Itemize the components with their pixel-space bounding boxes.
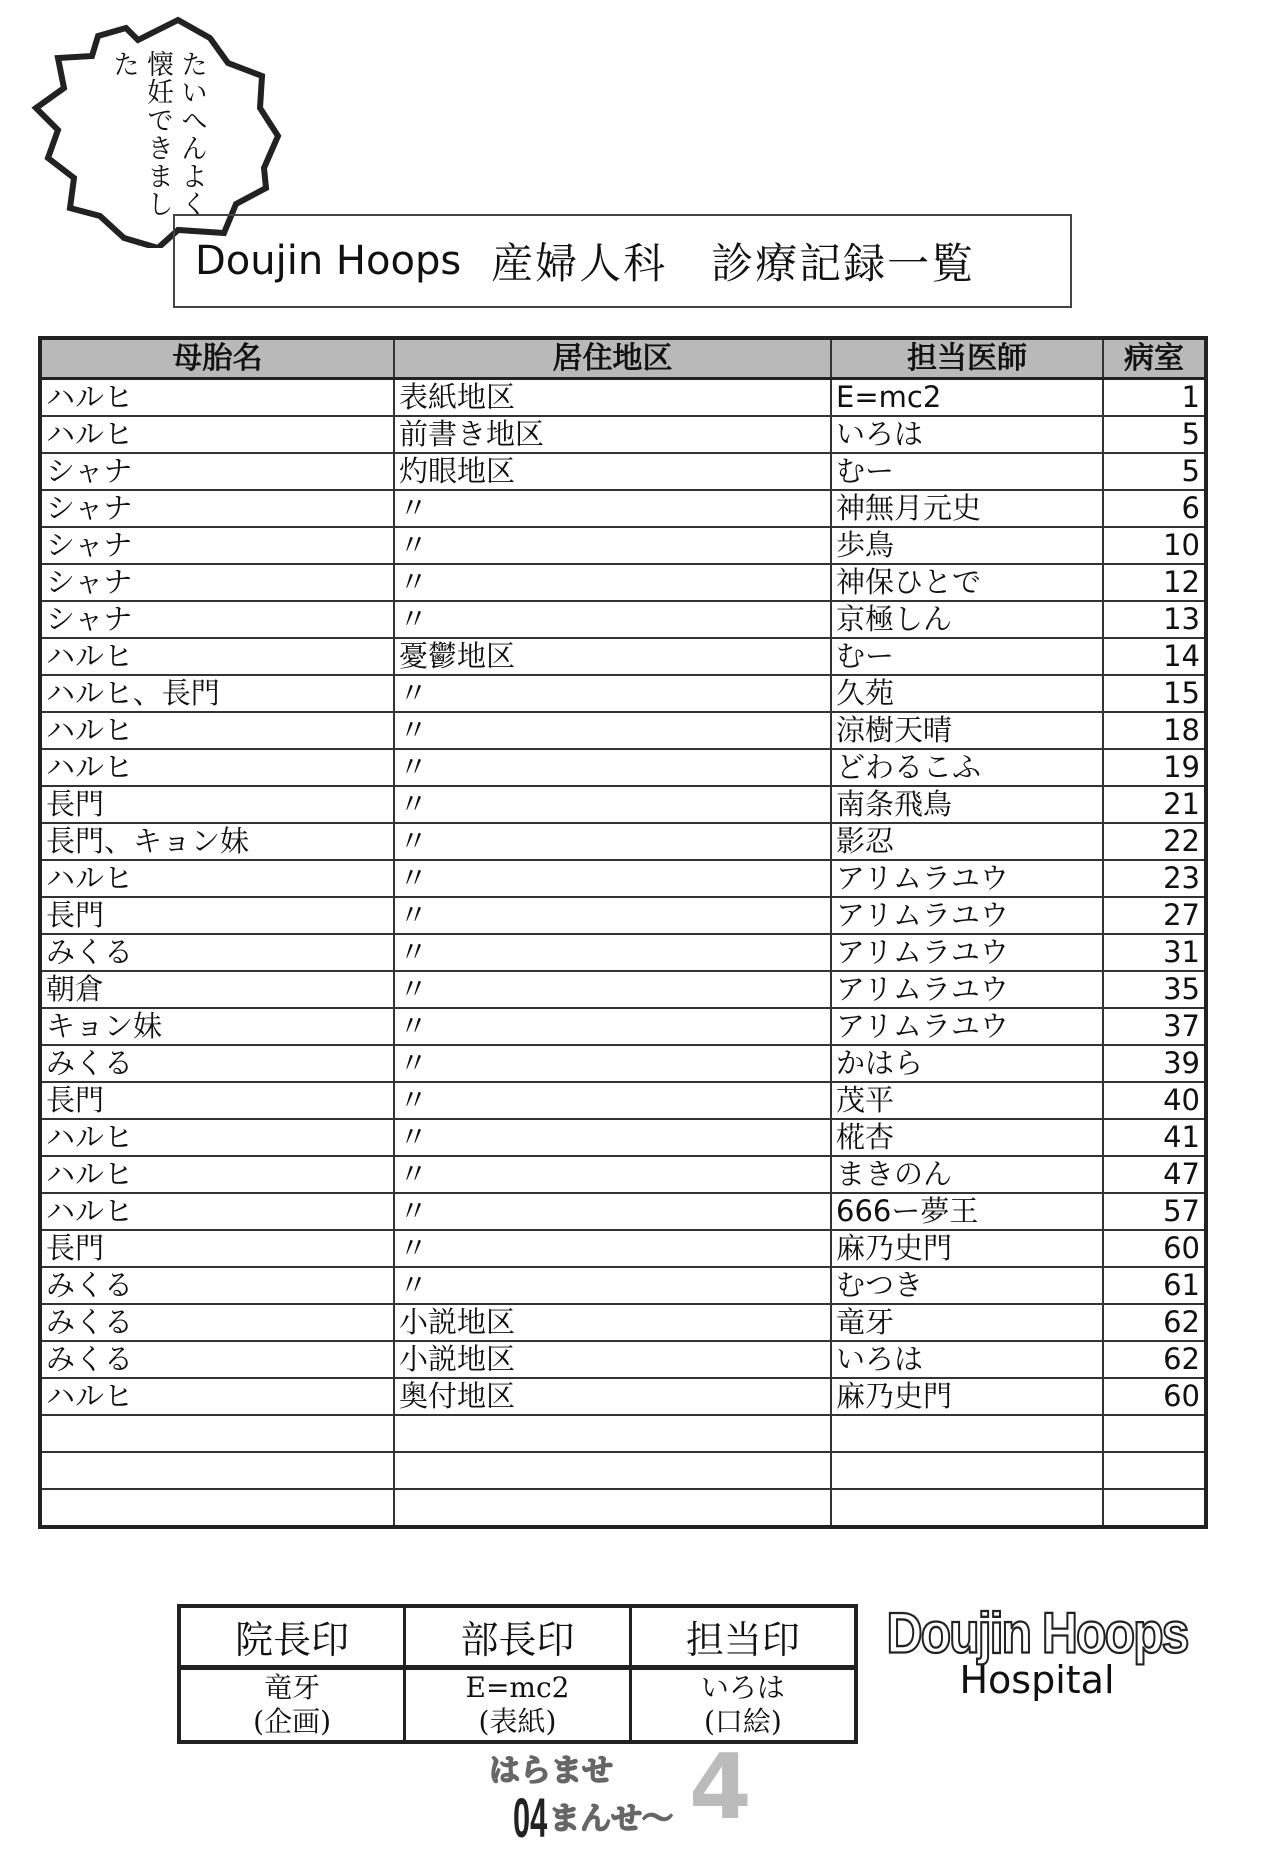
cell-room: 5 bbox=[1103, 453, 1206, 490]
table-row bbox=[40, 712, 1206, 749]
cell-doctor bbox=[831, 1415, 1103, 1452]
cell-district: 〃 bbox=[394, 1156, 831, 1193]
cell-district bbox=[394, 1489, 831, 1527]
cell-district: 憂鬱地区 bbox=[394, 638, 831, 675]
cell-mother: ハルヒ bbox=[40, 1156, 394, 1193]
cell-room: 27 bbox=[1103, 897, 1206, 934]
seal-role: (企画) bbox=[253, 1705, 331, 1738]
cell-doctor: 涼樹天晴 bbox=[831, 712, 1103, 749]
table-row bbox=[40, 1045, 1206, 1082]
cell-room: 31 bbox=[1103, 934, 1206, 971]
table-row bbox=[40, 638, 1206, 675]
table-header-row bbox=[40, 338, 1206, 379]
table-row bbox=[40, 934, 1206, 971]
table-row bbox=[40, 1008, 1206, 1045]
cell-mother: みくる bbox=[40, 1304, 394, 1341]
logo-brand: Doujin Hoops bbox=[886, 1600, 1188, 1666]
cell-district: 〃 bbox=[394, 1267, 831, 1304]
cell-district: 〃 bbox=[394, 712, 831, 749]
cell-district: 〃 bbox=[394, 1082, 831, 1119]
title-brand: Doujin Hoops bbox=[195, 238, 462, 284]
table-row bbox=[40, 1415, 1206, 1452]
cell-mother: みくる bbox=[40, 1045, 394, 1082]
cell-room: 47 bbox=[1103, 1156, 1206, 1193]
cell-room: 60 bbox=[1103, 1230, 1206, 1267]
table-row bbox=[40, 601, 1206, 638]
seal-label: 担当印 bbox=[630, 1606, 856, 1668]
cell-room: 14 bbox=[1103, 638, 1206, 675]
cell-district: 奥付地区 bbox=[394, 1378, 831, 1415]
cell-room: 60 bbox=[1103, 1378, 1206, 1415]
seal-role: (表紙) bbox=[478, 1705, 557, 1738]
cell-room: 23 bbox=[1103, 860, 1206, 897]
cell-mother: ハルヒ bbox=[40, 749, 394, 786]
cell-doctor: 歩鳥 bbox=[831, 527, 1103, 564]
table-row bbox=[40, 1341, 1206, 1378]
seal-value bbox=[630, 1668, 856, 1743]
cell-district: 〃 bbox=[394, 601, 831, 638]
cell-mother: 長門 bbox=[40, 786, 394, 823]
logo-hospital: Hospital bbox=[959, 1658, 1115, 1702]
cell-room: 5 bbox=[1103, 416, 1206, 453]
cell-mother bbox=[40, 1489, 394, 1527]
seal-label: 院長印 bbox=[179, 1606, 405, 1668]
seal-name: 竜牙 bbox=[264, 1671, 321, 1704]
cell-mother: ハルヒ bbox=[40, 1119, 394, 1156]
cell-district: 〃 bbox=[394, 823, 831, 860]
header-doctor: 担当医師 bbox=[831, 338, 1103, 379]
cell-mother: ハルヒ bbox=[40, 416, 394, 453]
cell-district: 〃 bbox=[394, 527, 831, 564]
table-row bbox=[40, 749, 1206, 786]
cell-room: 62 bbox=[1103, 1341, 1206, 1378]
cell-room: 6 bbox=[1103, 490, 1206, 527]
cell-district: 〃 bbox=[394, 1008, 831, 1045]
page-number: 04 bbox=[513, 1786, 548, 1849]
cell-mother bbox=[40, 1415, 394, 1452]
cell-district: 前書き地区 bbox=[394, 416, 831, 453]
cell-doctor: 麻乃史門 bbox=[831, 1230, 1103, 1267]
cell-mother: キョン妹 bbox=[40, 1008, 394, 1045]
seal-label: 部長印 bbox=[405, 1606, 631, 1668]
table-row bbox=[40, 564, 1206, 601]
cell-room: 19 bbox=[1103, 749, 1206, 786]
cell-room: 10 bbox=[1103, 527, 1206, 564]
cell-doctor: どわるこふ bbox=[831, 749, 1103, 786]
cell-doctor: かはら bbox=[831, 1045, 1103, 1082]
table-row bbox=[40, 675, 1206, 712]
stamp-badge bbox=[28, 8, 290, 248]
cell-mother: ハルヒ bbox=[40, 860, 394, 897]
cell-district: 〃 bbox=[394, 675, 831, 712]
table-row bbox=[40, 1452, 1206, 1489]
table-row bbox=[40, 1304, 1206, 1341]
table-row bbox=[40, 1489, 1206, 1527]
cell-doctor: アリムラユウ bbox=[831, 934, 1103, 971]
cell-doctor: まきのん bbox=[831, 1156, 1103, 1193]
series-title-line1: はらませ bbox=[489, 1753, 613, 1789]
table-row bbox=[40, 1230, 1206, 1267]
table-row bbox=[40, 1082, 1206, 1119]
header-district: 居住地区 bbox=[394, 338, 831, 379]
cell-mother: 長門、キョン妹 bbox=[40, 823, 394, 860]
cell-doctor: 竜牙 bbox=[831, 1304, 1103, 1341]
table-row bbox=[40, 823, 1206, 860]
cell-district: 小説地区 bbox=[394, 1304, 831, 1341]
cell-mother: ハルヒ bbox=[40, 1193, 394, 1230]
cell-mother: シャナ bbox=[40, 527, 394, 564]
cell-mother: 長門 bbox=[40, 897, 394, 934]
cell-doctor: 久苑 bbox=[831, 675, 1103, 712]
title-heading: 産婦人科 診療記録一覧 bbox=[491, 239, 976, 288]
cell-district: 〃 bbox=[394, 490, 831, 527]
cell-room: 12 bbox=[1103, 564, 1206, 601]
table-row bbox=[40, 453, 1206, 490]
cell-mother: ハルヒ bbox=[40, 1378, 394, 1415]
cell-doctor: 南条飛鳥 bbox=[831, 786, 1103, 823]
cell-doctor: アリムラユウ bbox=[831, 1008, 1103, 1045]
cell-district: 〃 bbox=[394, 860, 831, 897]
stamp-text: たいへんよく懐妊できました bbox=[108, 50, 207, 218]
cell-district: 〃 bbox=[394, 1045, 831, 1082]
hospital-logo bbox=[877, 1600, 1197, 1702]
cell-doctor: アリムラユウ bbox=[831, 971, 1103, 1008]
cell-district: 〃 bbox=[394, 564, 831, 601]
cell-mother: シャナ bbox=[40, 601, 394, 638]
cell-room bbox=[1103, 1415, 1206, 1452]
table-row bbox=[40, 416, 1206, 453]
cell-room: 15 bbox=[1103, 675, 1206, 712]
header-mother: 母胎名 bbox=[40, 338, 394, 379]
seal-role: (口絵) bbox=[703, 1705, 782, 1738]
cell-doctor: アリムラユウ bbox=[831, 860, 1103, 897]
cell-doctor: アリムラユウ bbox=[831, 897, 1103, 934]
cell-mother: みくる bbox=[40, 1341, 394, 1378]
cell-room: 35 bbox=[1103, 971, 1206, 1008]
cell-district: 灼眼地区 bbox=[394, 453, 831, 490]
cell-district: 〃 bbox=[394, 1119, 831, 1156]
cell-district: 〃 bbox=[394, 1230, 831, 1267]
cell-doctor: 神保ひとで bbox=[831, 564, 1103, 601]
cell-doctor: いろは bbox=[831, 416, 1103, 453]
cell-district bbox=[394, 1452, 831, 1489]
cell-doctor: 椛杏 bbox=[831, 1119, 1103, 1156]
cell-mother: シャナ bbox=[40, 490, 394, 527]
table-row bbox=[40, 527, 1206, 564]
table-row bbox=[40, 490, 1206, 527]
cell-doctor: 京極しん bbox=[831, 601, 1103, 638]
cell-room: 62 bbox=[1103, 1304, 1206, 1341]
cell-district: 〃 bbox=[394, 1193, 831, 1230]
cell-room: 18 bbox=[1103, 712, 1206, 749]
table-row bbox=[40, 1267, 1206, 1304]
cell-mother: 長門 bbox=[40, 1230, 394, 1267]
series-volume: 4 bbox=[689, 1735, 752, 1840]
cell-mother: シャナ bbox=[40, 564, 394, 601]
footer-series-logo bbox=[489, 1735, 789, 1849]
cell-doctor: 茂平 bbox=[831, 1082, 1103, 1119]
cell-room: 22 bbox=[1103, 823, 1206, 860]
cell-district: 〃 bbox=[394, 786, 831, 823]
table-row bbox=[40, 860, 1206, 897]
cell-mother: シャナ bbox=[40, 453, 394, 490]
cell-room: 41 bbox=[1103, 1119, 1206, 1156]
cell-room: 57 bbox=[1103, 1193, 1206, 1230]
cell-mother: ハルヒ bbox=[40, 638, 394, 675]
records-table bbox=[38, 336, 1208, 1529]
table-row bbox=[40, 1156, 1206, 1193]
cell-district bbox=[394, 1415, 831, 1452]
seal-value bbox=[405, 1668, 631, 1743]
table-row bbox=[40, 1193, 1206, 1230]
header-room: 病室 bbox=[1103, 338, 1206, 379]
cell-room bbox=[1103, 1452, 1206, 1489]
cell-doctor: 神無月元史 bbox=[831, 490, 1103, 527]
cell-mother: ハルヒ、長門 bbox=[40, 675, 394, 712]
table-row bbox=[40, 1378, 1206, 1415]
cell-doctor: むつき bbox=[831, 1267, 1103, 1304]
seal-name: いろは bbox=[700, 1671, 785, 1704]
cell-doctor: E=mc2 bbox=[831, 379, 1103, 417]
cell-room: 40 bbox=[1103, 1082, 1206, 1119]
cell-doctor: むー bbox=[831, 638, 1103, 675]
cell-mother: みくる bbox=[40, 1267, 394, 1304]
table-row bbox=[40, 897, 1206, 934]
cell-mother: 朝倉 bbox=[40, 971, 394, 1008]
cell-doctor: むー bbox=[831, 453, 1103, 490]
seal-value bbox=[179, 1668, 405, 1743]
cell-doctor: 影忍 bbox=[831, 823, 1103, 860]
page-title bbox=[173, 214, 1072, 308]
cell-district: 〃 bbox=[394, 971, 831, 1008]
cell-district: 小説地区 bbox=[394, 1341, 831, 1378]
cell-doctor: 麻乃史門 bbox=[831, 1378, 1103, 1415]
seal-table bbox=[177, 1604, 858, 1744]
cell-district: 〃 bbox=[394, 897, 831, 934]
cell-room: 21 bbox=[1103, 786, 1206, 823]
cell-district: 表紙地区 bbox=[394, 379, 831, 417]
cell-district: 〃 bbox=[394, 749, 831, 786]
cell-doctor bbox=[831, 1489, 1103, 1527]
cell-doctor bbox=[831, 1452, 1103, 1489]
cell-mother: みくる bbox=[40, 934, 394, 971]
cell-mother bbox=[40, 1452, 394, 1489]
cell-mother: 長門 bbox=[40, 1082, 394, 1119]
cell-district: 〃 bbox=[394, 934, 831, 971]
cell-mother: ハルヒ bbox=[40, 712, 394, 749]
table-row bbox=[40, 971, 1206, 1008]
cell-room: 61 bbox=[1103, 1267, 1206, 1304]
table-row bbox=[40, 379, 1206, 417]
table-row bbox=[40, 1119, 1206, 1156]
cell-room: 37 bbox=[1103, 1008, 1206, 1045]
cell-room: 13 bbox=[1103, 601, 1206, 638]
cell-room: 39 bbox=[1103, 1045, 1206, 1082]
seal-name: E=mc2 bbox=[465, 1671, 570, 1704]
cell-mother: ハルヒ bbox=[40, 379, 394, 417]
cell-doctor: いろは bbox=[831, 1341, 1103, 1378]
series-title-line2: まんせ〜 bbox=[549, 1801, 673, 1837]
cell-doctor: 666ー夢王 bbox=[831, 1193, 1103, 1230]
cell-room: 1 bbox=[1103, 379, 1206, 417]
table-row bbox=[40, 786, 1206, 823]
cell-room bbox=[1103, 1489, 1206, 1527]
